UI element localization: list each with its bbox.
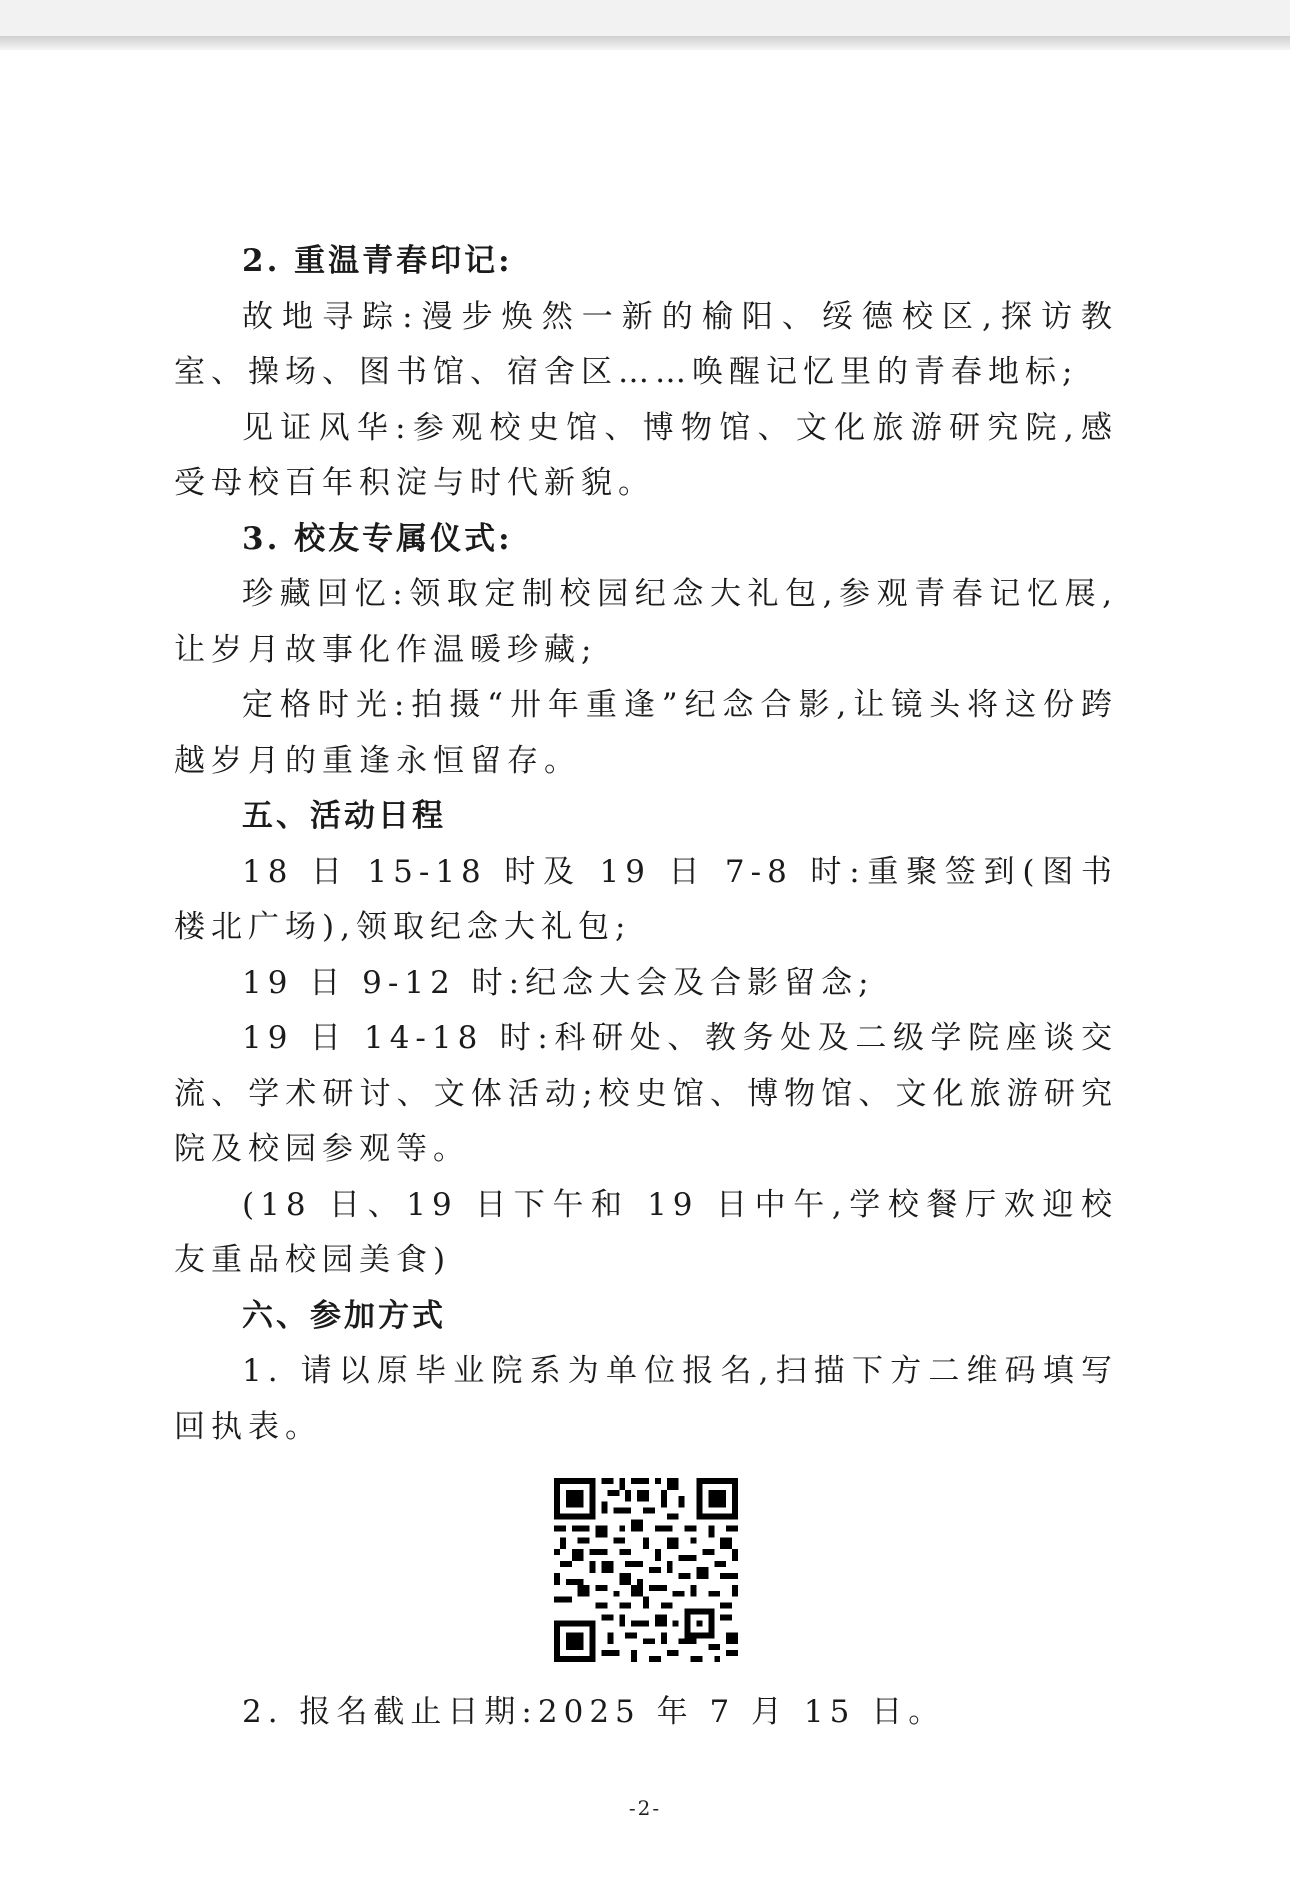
paragraph-witness: 见证风华:参观校史馆、博物馆、文化旅游研究院,感受母校百年积淀与时代新貌。 — [174, 409, 1118, 501]
qr-code-container — [174, 1455, 1118, 1685]
section-heading-ceremony: 3. 校友专属仪式: — [242, 520, 513, 557]
document-page — [0, 50, 1290, 1883]
page-number: -2- — [628, 1796, 662, 1820]
schedule-item-19-morning: 19 日 9-12 时:纪念大会及合影留念; — [242, 964, 875, 1001]
section-heading-schedule: 五、活动日程 — [242, 798, 446, 834]
paragraph-photo: 定格时光:拍摄“卅年重逢”纪念合影,让镜头将这份跨越岁月的重逢永恒留存。 — [174, 687, 1118, 779]
qr-code-icon[interactable] — [548, 1472, 744, 1668]
schedule-item-19-afternoon: 19 日 14-18 时:科研处、教务处及二级学院座谈交流、学术研讨、文体活动;校史馆、博物馆、文化旅游研究院及校园参观等。 — [174, 1020, 1118, 1167]
schedule-item-18: 18 日 15-18 时及 19 日 7-8 时:重聚签到(图书楼北广场),领取纪念大礼包; — [174, 853, 1118, 945]
participation-item-2: 2. 报名截止日期:2025 年 7 月 15 日。 — [242, 1694, 946, 1730]
section-heading-participation: 六、参加方式 — [242, 1297, 446, 1334]
section-heading-youth: 2. 重温青春印记: — [242, 243, 513, 279]
paragraph-old-places: 故地寻踪:漫步焕然一新的榆阳、绥德校区,探访教室、操场、图书馆、宿舍区……唤醒记忆里的青春地标; — [174, 298, 1118, 390]
paragraph-treasure: 珍藏回忆:领取定制校园纪念大礼包,参观青春记忆展,让岁月故事化作温暖珍藏; — [174, 576, 1118, 668]
page-content — [174, 234, 1118, 1741]
page-top-edge — [0, 36, 1290, 50]
participation-item-1: 1. 请以原毕业院系为单位报名,扫描下方二维码填写回执表。 — [174, 1353, 1118, 1445]
schedule-note: (18 日、19 日下午和 19 日中午,学校餐厅欢迎校友重品校园美食) — [174, 1186, 1118, 1278]
viewer-top-bar — [0, 0, 1290, 36]
